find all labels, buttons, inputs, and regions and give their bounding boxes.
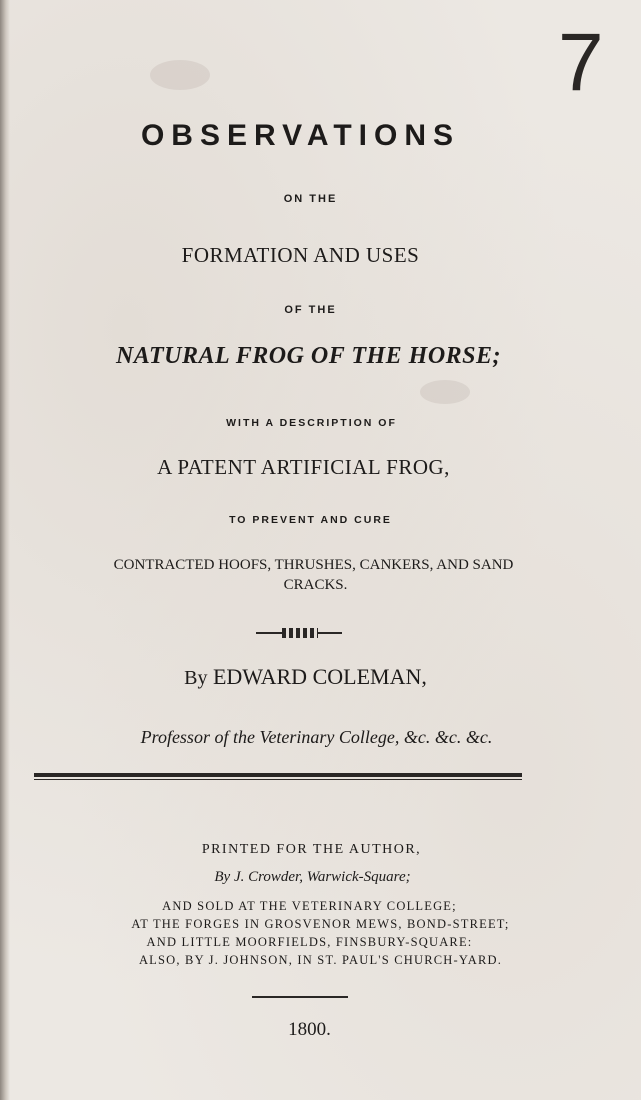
imprint-printed-for: PRINTED FOR THE AUTHOR,	[201, 842, 422, 857]
subtitle-of-the: OF THE	[284, 304, 337, 316]
subtitle-on-the: ON THE	[283, 193, 338, 205]
author-title: Professor of the Veterinary College, &c. &c. &c.	[140, 727, 493, 747]
title: OBSERVATIONS	[140, 119, 461, 152]
imprint-sold-line: ALSO, BY J. JOHNSON, IN ST. PAUL'S CHURCH-YARD.	[138, 953, 503, 967]
imprint-printer: By J. Crowder, Warwick-Square;	[214, 869, 411, 885]
paper-stain	[150, 60, 210, 90]
author-name: EDWARD COLEMAN,	[212, 664, 427, 689]
subtitle-patent-frog: A PATENT ARTIFICIAL FROG,	[157, 455, 450, 479]
publication-year: 1800.	[288, 1019, 331, 1040]
imprint-sold-line: AND LITTLE MOORFIELDS, FINSBURY-SQUARE:	[146, 935, 473, 949]
imprint-sold-line: AND SOLD AT THE VETERINARY COLLEGE;	[162, 899, 457, 913]
ornament-bar-right	[318, 632, 342, 634]
ornament-dots	[282, 628, 318, 638]
subtitle-ailments: CONTRACTED HOOFS, THRUSHES, CANKERS, AND SAND	[113, 557, 514, 573]
ornament-divider	[256, 629, 342, 637]
imprint-sold-line: AT THE FORGES IN GROSVENOR MEWS, BOND-STREET;	[131, 917, 510, 931]
subtitle-natural-frog: NATURAL FROG OF THE HORSE;	[115, 343, 502, 369]
subtitle-with-description: WITH A DESCRIPTION OF	[226, 417, 397, 429]
subtitle-formation: FORMATION AND USES	[181, 243, 420, 267]
thick-rule	[34, 773, 522, 777]
thin-rule	[34, 779, 522, 780]
author-line	[0, 664, 641, 690]
subtitle-to-prevent: TO PREVENT AND CURE	[229, 514, 392, 526]
ornament-bar-left	[256, 632, 282, 634]
subtitle-cracks: CRACKS.	[283, 577, 348, 593]
by-label: By	[184, 667, 208, 689]
short-rule	[252, 996, 348, 998]
page-number: 7	[558, 17, 604, 108]
paper-stain	[420, 380, 470, 404]
